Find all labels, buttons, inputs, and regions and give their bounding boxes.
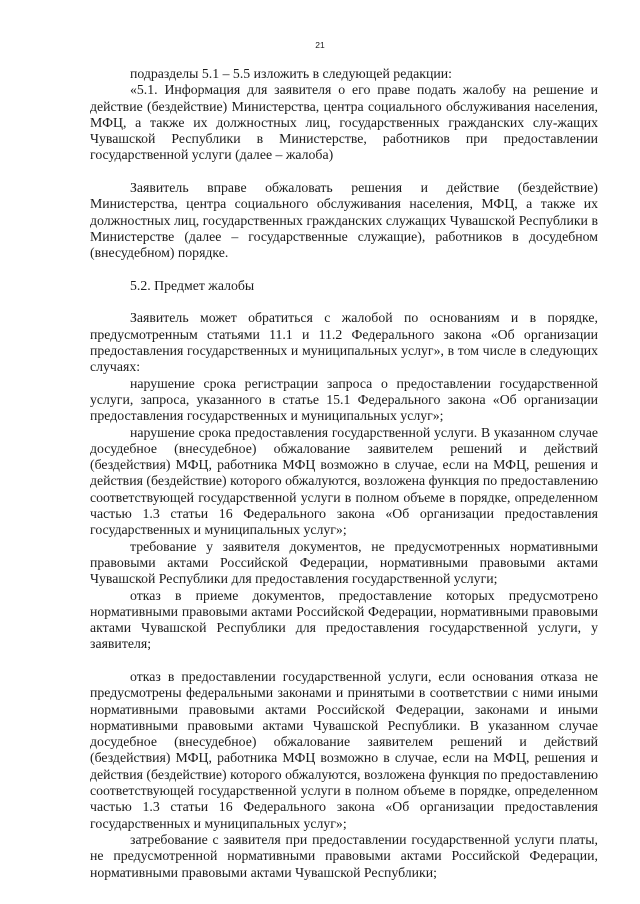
- paragraph: нарушение срока предоставления государственной услуги. В указанном случае досудебное (внесудебное) обжалование заявителем решений и действий (бездействия) МФЦ, работника МФЦ возможно в случае, если на МФЦ, решения и действия (бездействие) которого обжалуются, возложена функция по предоставлению соответствующей государственной услуги в полном объеме в порядке, определенном частью 1.3 статьи 16 Федерального закона «Об организации предоставления государственных и муниципальных услуг»;: [90, 424, 598, 538]
- paragraph: отказ в приеме документов, предоставление которых предусмотрено нормативными правовыми актами Российской Федерации, нормативными правовыми актами Чувашской Республики для предоставления государственной услуги, у заявителя;: [90, 587, 598, 652]
- paragraph: требование у заявителя документов, не предусмотренных нормативными правовыми актами Российской Федерации, нормативными правовыми актами Чувашской Республики для предоставления государственной услуги;: [90, 538, 598, 587]
- paragraph: «5.1. Информация для заявителя о его праве подать жалобу на решение и действие (бездействие) Министерства, центра социального обслуживания населения, МФЦ, а также их должностных лиц, государственных гражданских слу-жащих Чувашской Республики в Министерстве, работников при предоставлении государственной услуги (далее – жалоба): [90, 82, 598, 163]
- paragraph: нарушение срока регистрации запроса о предоставлении государственной услуги, запроса, указанного в статье 15.1 Федерального закона «Об организации предоставления государственных и муниципальных услуг»;: [90, 375, 598, 424]
- document-body: [90, 66, 598, 881]
- paragraph: отказ в предоставлении государственной услуги, если основания отказа не предусмотрены федеральными законами и принятыми в соответствии с ними иными нормативными правовыми актами Российской Федерации, законами и иными нормативными правовыми актами Чувашской Республики. В указанном случае досудебное (внесудебное) обжалование заявителем решений и действий (бездействия) МФЦ, работника МФЦ возможно в случае, если на МФЦ, решения и действия (бездействие) которого обжалуются, возложена функция по предоставлению соответствующей государственной услуги в полном объеме в порядке, определенном частью 1.3 статьи 16 Федерального закона «Об организации предоставления государственных и муниципальных услуг»;: [90, 668, 598, 831]
- paragraph: 5.2. Предмет жалобы: [130, 277, 255, 293]
- page-number: 21: [315, 40, 325, 50]
- paragraph: Заявитель может обратиться с жалобой по основаниям и в порядке, предусмотренным статьями 11.1 и 11.2 Федерального закона «Об организации предоставления государственных и муниципальных услуг», в том числе в следующих случаях:: [90, 310, 598, 375]
- paragraph: затребование с заявителя при предоставлении государственной услуги платы, не предусмотренной нормативными правовыми актами Российской Федерации, нормативными правовыми актами Чувашской Республики;: [90, 831, 598, 880]
- paragraph: Заявитель вправе обжаловать решения и действие (бездействие) Министерства, центра социального обслуживания населения, МФЦ, а также их должностных лиц, государственных гражданских служащих Чувашской Республики в Министерстве (далее – государственные служащие), работников в досудебном (внесудебном) порядке.: [90, 180, 598, 261]
- paragraph: подразделы 5.1 – 5.5 изложить в следующей редакции:: [130, 66, 452, 81]
